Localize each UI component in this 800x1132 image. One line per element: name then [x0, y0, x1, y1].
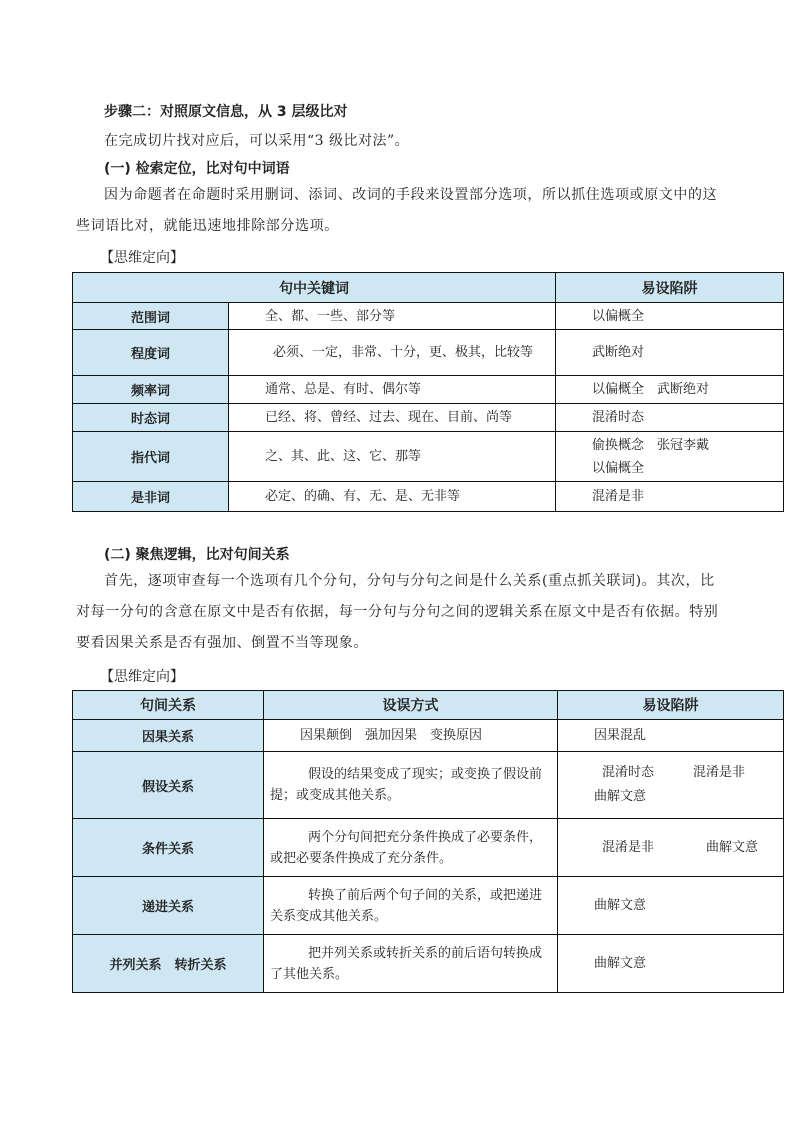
table-row	[73, 330, 784, 376]
header-relation: 句间关系	[73, 691, 264, 720]
relation-type: 假设关系	[73, 752, 264, 819]
table-row	[73, 432, 784, 482]
table-row	[73, 376, 784, 404]
table-header-row	[73, 691, 784, 720]
word-type: 是非词	[73, 482, 229, 512]
word-type: 程度词	[73, 330, 229, 376]
word-type: 时态词	[73, 404, 229, 432]
relation-type: 因果关系	[73, 720, 264, 752]
trap-text: 混淆时态 混淆是非	[602, 765, 746, 780]
relation-type: 条件关系	[73, 819, 264, 877]
method-text: 两个分句间把充分条件换成了必要条件，或把必要条件换成了充分条件。	[264, 819, 558, 877]
method-text: 因果颠倒 强加因果 变换原因	[264, 720, 558, 752]
trap-text: 曲解文意	[558, 877, 784, 935]
header-traps: 易设陷阱	[556, 273, 784, 303]
table-row	[73, 303, 784, 330]
table-row	[73, 877, 784, 935]
word-list: 必定、的确、有、无、是、无非等	[229, 482, 556, 512]
section2-heading: (二) 聚焦逻辑，比对句间关系	[104, 547, 290, 563]
word-type: 指代词	[73, 432, 229, 482]
table-row	[73, 404, 784, 432]
step-title: 步骤二：对照原文信息，从 3 层级比对	[104, 104, 348, 120]
trap-text: 以偏概全 武断绝对	[556, 376, 784, 404]
trap-text: 混淆是非	[556, 482, 784, 512]
trap-text: 以偏概全	[556, 303, 784, 330]
header-keywords: 句中关键词	[73, 273, 556, 303]
header-traps: 易设陷阱	[558, 691, 784, 720]
word-type: 范围词	[73, 303, 229, 330]
header-method: 设误方式	[264, 691, 558, 720]
method-text: 假设的结果变成了现实；或变换了假设前提；或变成其他关系。	[264, 752, 558, 819]
word-type: 频率词	[73, 376, 229, 404]
relation-type: 并列关系 转折关系	[73, 935, 264, 993]
trap-text: 混淆是非 曲解文意	[558, 819, 784, 877]
section2-paragraph: 首先，逐项审查每一个选项有几个分句，分句与分句之间是什么关系(重点抓关联词)。其次，比对每一分句的含意在原文中是否有依据，每一分句与分句之间的逻辑关系在原文中是否有依据。特别要看因果关系是否有强加、倒置不当等现象。	[76, 573, 719, 651]
trap-text: 混淆时态	[556, 404, 784, 432]
section1-label: 【思维定向】	[100, 250, 184, 266]
word-list: 全、都、一些、部分等	[229, 303, 556, 330]
trap-text: 偷换概念 张冠李戴	[592, 437, 710, 453]
trap-cell	[556, 432, 784, 482]
table-row	[73, 752, 784, 819]
table-row	[73, 482, 784, 512]
trap-text: 曲解文意	[558, 935, 784, 993]
keyword-table	[72, 272, 784, 512]
section1-heading: (一) 检索定位，比对句中词语	[104, 161, 290, 177]
table-row	[73, 935, 784, 993]
intro-text: 在完成切片找对应后，可以采用“3 级比对法”。	[104, 133, 410, 149]
word-list: 必须、一定，非常、十分，更、极其，比较等	[229, 330, 556, 376]
table-header-row	[73, 273, 784, 303]
word-list: 通常、总是、有时、偶尔等	[229, 376, 556, 404]
section1-paragraph: 因为命题者在命题时采用删词、添词、改词的手段来设置部分选项，所以抓住选项或原文中的这些词语比对，就能迅速地排除部分选项。	[76, 187, 718, 234]
relation-type: 递进关系	[73, 877, 264, 935]
section2-label: 【思维定向】	[100, 669, 184, 685]
table-row	[73, 720, 784, 752]
word-list: 之、其、此、这、它、那等	[229, 432, 556, 482]
method-text: 把并列关系或转折关系的前后语句转换成了其他关系。	[264, 935, 558, 993]
trap-cell	[558, 752, 784, 819]
trap-text: 曲解文意	[594, 789, 647, 804]
trap-text: 武断绝对	[556, 330, 784, 376]
method-text: 转换了前后两个句子间的关系，或把递进关系变成其他关系。	[264, 877, 558, 935]
trap-text: 因果混乱	[558, 720, 784, 752]
word-list: 已经、将、曾经、过去、现在、目前、尚等	[229, 404, 556, 432]
table-row	[73, 819, 784, 877]
relation-table	[72, 690, 784, 993]
trap-text: 以偏概全	[592, 460, 645, 476]
